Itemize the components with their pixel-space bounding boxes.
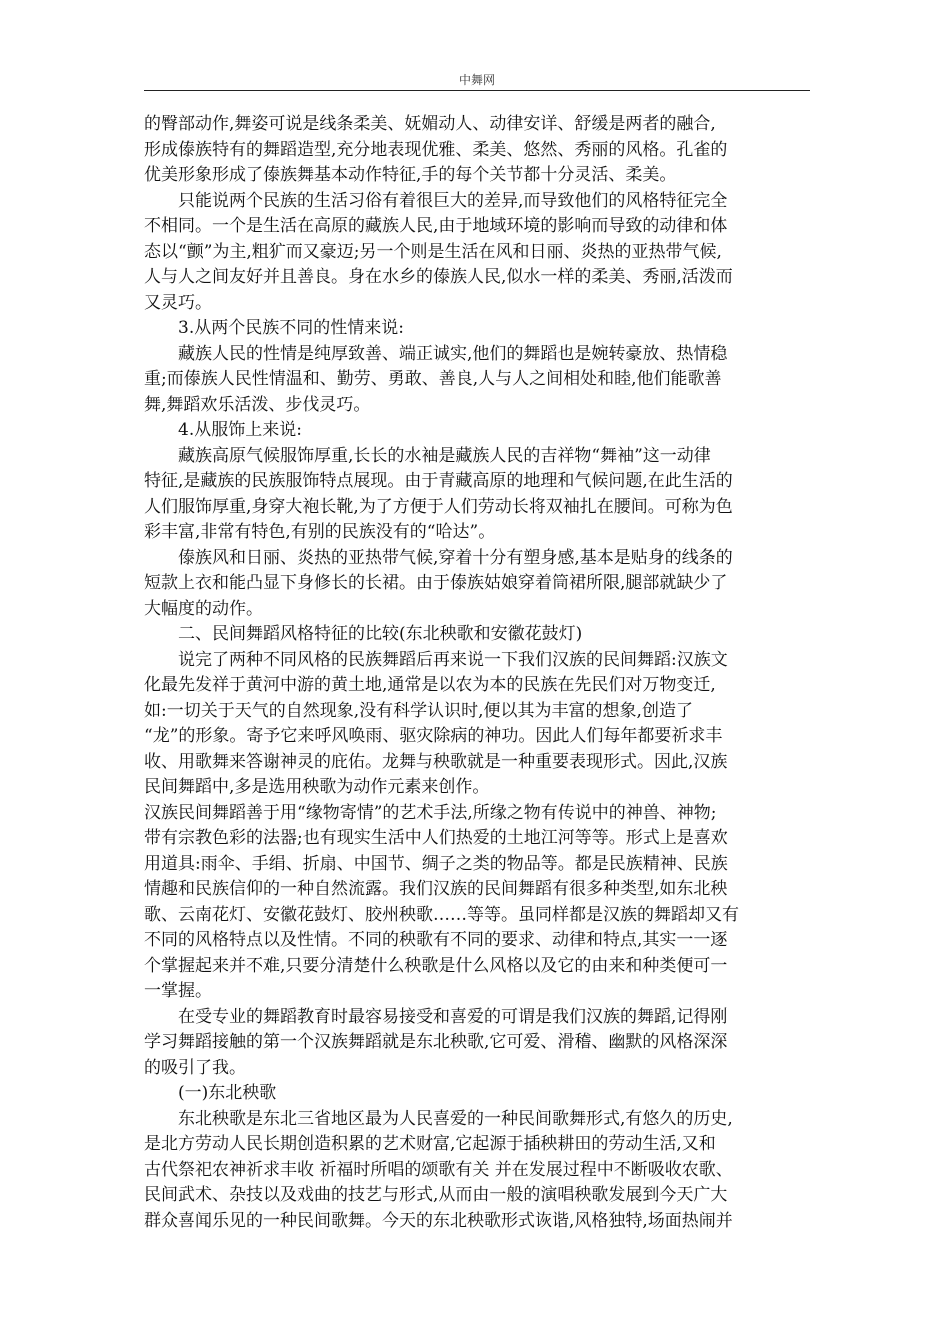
text-line: 学习舞蹈接触的第一个汉族舞蹈就是东北秧歌,它可爱、滑稽、幽默的风格深深 bbox=[144, 1032, 728, 1052]
document-body bbox=[144, 112, 810, 1234]
text-line: 不同的风格特点以及性情。不同的秧歌有不同的要求、动律和特点,其实一一逐 bbox=[144, 930, 728, 950]
text-line: 的臀部动作,舞姿可说是线条柔美、妩媚动人、动律安详、舒缓是两者的融合, bbox=[144, 114, 716, 134]
text-line: 人与人之间友好并且善良。身在水乡的傣族人民,似水一样的柔美、秀丽,活泼而 bbox=[144, 267, 733, 287]
text-line: 不相同。一个是生活在高原的藏族人民,由于地域环境的影响而导致的动律和体 bbox=[144, 216, 728, 236]
text-line: 藏族高原气候服饰厚重,长长的水袖是藏族人民的吉祥物“舞袖”这一动律 bbox=[178, 445, 711, 466]
text-line: 又灵巧。 bbox=[144, 292, 212, 313]
text-line: 短款上衣和能凸显下身修长的长裙。由于傣族姑娘穿着筒裙所限,腿部就缺少了 bbox=[144, 573, 728, 593]
text-line: 优美形象形成了傣族舞基本动作特征,手的每个关节都十分灵活、柔美。 bbox=[144, 165, 677, 185]
text-line: 民间武术、杂技以及戏曲的技艺与形式,从而由一般的演唱秧歌发展到今天广大 bbox=[144, 1185, 728, 1205]
text-line: 群众喜闻乐见的一种民间歌舞。今天的东北秧歌形式诙谐,风格独特,场面热闹并 bbox=[144, 1210, 733, 1231]
text-line: (一)东北秧歌 bbox=[178, 1083, 277, 1103]
text-line: 的吸引了我。 bbox=[144, 1057, 246, 1078]
text-line: 二、民间舞蹈风格特征的比较(东北秧歌和安徽花鼓灯) bbox=[178, 624, 583, 644]
text-line: 一掌握。 bbox=[144, 981, 212, 1001]
text-line: 是北方劳动人民长期创造积累的艺术财富,它起源于插秧耕田的劳动生活,又和 bbox=[144, 1134, 716, 1154]
text-line: 歌、云南花灯、安徽花鼓灯、胶州秧歌……等等。虽同样都是汉族的舞蹈却又有 bbox=[144, 904, 739, 925]
text-line: 藏族人民的性情是纯厚致善、端正诚实,他们的舞蹈也是婉转豪放、热情稳 bbox=[178, 343, 728, 364]
text-line: 舞,舞蹈欢乐活泼、步伐灵巧。 bbox=[144, 394, 371, 415]
text-line: 收、用歌舞来答谢神灵的庇佑。龙舞与秧歌就是一种重要表现形式。因此,汉族 bbox=[144, 751, 728, 772]
text-line: 个掌握起来并不难,只要分清楚什么秧歌是什么风格以及它的由来和种类便可一 bbox=[144, 955, 728, 976]
text-line: 用道具:雨伞、手绢、折扇、中国节、绸子之类的物品等。都是民族精神、民族 bbox=[144, 853, 728, 874]
text-line: 在受专业的舞蹈教育时最容易接受和喜爱的可谓是我们汉族的舞蹈,记得刚 bbox=[178, 1006, 728, 1027]
text-line: 3.从两个民族不同的性情来说: bbox=[178, 318, 404, 338]
page-header: 中舞网 bbox=[458, 73, 495, 87]
text-line: 带有宗教色彩的法器;也有现实生活中人们热爱的土地江河等等。形式上是喜欢 bbox=[144, 828, 728, 848]
text-line: 如:一切关于天气的自然现象,没有科学认识时,便以其为丰富的想象,创造了 bbox=[144, 700, 693, 721]
text-line: 4.从服饰上来说: bbox=[178, 420, 302, 440]
text-line: 态以“颤”为主,粗犷而又豪迈;另一个则是生活在风和日丽、炎热的亚热带气候, bbox=[144, 241, 722, 262]
text-line: 说完了两种不同风格的民族舞蹈后再来说一下我们汉族的民间舞蹈:汉族文 bbox=[178, 649, 728, 670]
text-line: 大幅度的动作。 bbox=[144, 598, 263, 619]
text-line: 民间舞蹈中,多是选用秧歌为动作元素来创作。 bbox=[144, 777, 490, 797]
text-line: 彩丰富,非常有特色,有别的民族没有的“哈达”。 bbox=[144, 522, 496, 542]
text-line: 特征,是藏族的民族服饰特点展现。由于青藏高原的地理和气候问题,在此生活的 bbox=[144, 471, 733, 491]
text-line: 重;而傣族人民性情温和、勤劳、勇敢、善良,人与人之间相处和睦,他们能歌善 bbox=[144, 369, 722, 389]
text-line: 情趣和民族信仰的一种自然流露。我们汉族的民间舞蹈有很多种类型,如东北秧 bbox=[144, 879, 728, 899]
text-line: 汉族民间舞蹈善于用“缘物寄情”的艺术手法,所缘之物有传说中的神兽、神物; bbox=[144, 802, 717, 823]
text-line: “龙”的形象。寄予它来呼风唤雨、驱灾除病的神功。因此人们每年都要祈求丰 bbox=[144, 726, 723, 746]
text-line: 人们服饰厚重,身穿大袍长靴,为了方便于人们劳动长将双袖扎在腰间。可称为色 bbox=[144, 496, 733, 517]
text-line: 形成傣族特有的舞蹈造型,充分地表现优雅、柔美、悠然、秀丽的风格。孔雀的 bbox=[144, 139, 728, 160]
text-line: 傣族风和日丽、炎热的亚热带气候,穿着十分有塑身感,基本是贴身的线条的 bbox=[178, 547, 733, 568]
text-line: 古代祭祀农神祈求丰收 祈福时所唱的颂歌有关 并在发展过程中不断吸收农歌、 bbox=[144, 1159, 733, 1180]
header-divider bbox=[144, 90, 810, 91]
text-line: 只能说两个民族的生活习俗有着很巨大的差异,而导致他们的风格特征完全 bbox=[178, 190, 728, 211]
text-line: 东北秧歌是东北三省地区最为人民喜爱的一种民间歌舞形式,有悠久的历史, bbox=[178, 1108, 733, 1129]
text-line: 化最先发祥于黄河中游的黄土地,通常是以农为本的民族在先民们对万物变迁, bbox=[144, 675, 716, 695]
